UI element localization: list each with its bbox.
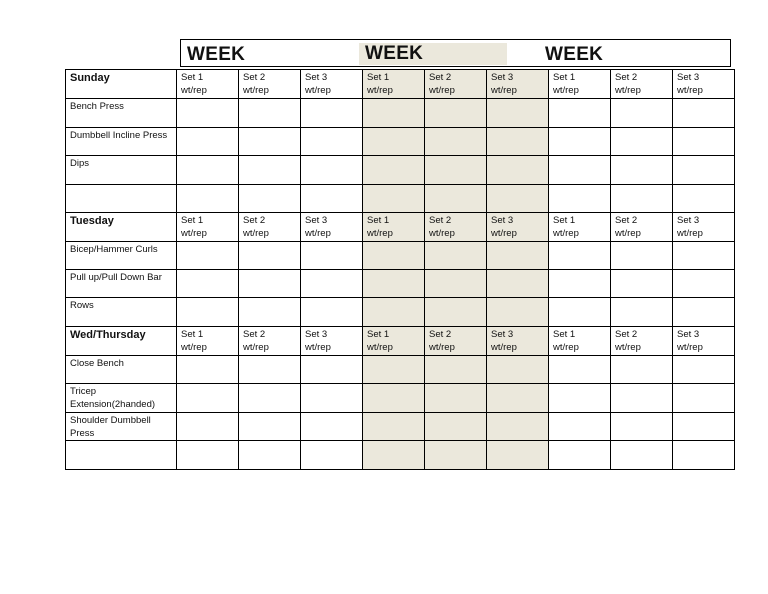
set-unit-label: wt/rep [429,85,455,96]
entry-cell[interactable] [673,356,735,384]
exercise-name-cell [66,441,177,470]
set-header-cell [239,70,301,99]
entry-cell[interactable] [425,185,487,213]
entry-cell[interactable] [363,413,425,441]
entry-cell[interactable] [611,128,673,156]
entry-cell[interactable] [239,298,301,327]
set-header-cell [301,213,363,242]
entry-cell[interactable] [363,156,425,185]
entry-cell[interactable] [673,128,735,156]
entry-cell[interactable] [487,384,549,413]
set-header-cell [673,70,735,99]
entry-cell[interactable] [239,185,301,213]
exercise-name: Pull up/Pull Down Bar [70,272,162,283]
entry-cell[interactable] [549,99,611,128]
entry-cell[interactable] [487,270,549,298]
set-label: Set 3 [677,329,700,340]
set-header-cell [177,327,239,356]
entry-cell[interactable] [611,156,673,185]
entry-cell[interactable] [425,413,487,441]
set-label: Set 2 [429,329,452,340]
entry-cell[interactable] [549,242,611,270]
entry-cell[interactable] [177,298,239,327]
entry-cell[interactable] [549,384,611,413]
entry-cell[interactable] [239,128,301,156]
entry-cell[interactable] [177,413,239,441]
entry-cell[interactable] [425,356,487,384]
set-header-cell [301,70,363,99]
exercise-name: Dips [70,158,90,169]
set-header-cell [363,327,425,356]
entry-cell[interactable] [177,356,239,384]
set-label: Set 1 [553,72,576,83]
entry-cell[interactable] [363,270,425,298]
set-label: Set 2 [615,329,638,340]
entry-cell[interactable] [611,270,673,298]
set-unit-label: wt/rep [181,342,207,353]
set-unit-label: wt/rep [491,342,517,353]
entry-cell[interactable] [611,441,673,470]
set-label: Set 1 [553,329,576,340]
entry-cell[interactable] [301,242,363,270]
entry-cell[interactable] [549,413,611,441]
entry-cell[interactable] [301,384,363,413]
entry-cell[interactable] [177,185,239,213]
week-1-label: WEEK [187,44,246,65]
entry-cell[interactable] [487,356,549,384]
entry-cell[interactable] [611,99,673,128]
entry-cell[interactable] [487,413,549,441]
entry-cell[interactable] [301,413,363,441]
set-label: Set 3 [491,329,514,340]
set-label: Set 3 [677,72,700,83]
entry-cell[interactable] [487,242,549,270]
exercise-row [66,413,735,441]
set-header-cell [549,213,611,242]
set-label: Set 2 [429,72,452,83]
set-label: Set 2 [243,215,266,226]
set-header-cell [301,327,363,356]
entry-cell[interactable] [425,128,487,156]
exercise-name-cell [66,413,177,441]
entry-cell[interactable] [239,413,301,441]
entry-cell[interactable] [301,298,363,327]
entry-cell[interactable] [239,99,301,128]
set-unit-label: wt/rep [305,228,331,239]
set-label: Set 2 [615,72,638,83]
exercise-name-cell [66,298,177,327]
set-label: Set 1 [181,72,204,83]
entry-cell[interactable] [301,270,363,298]
exercise-name: Dumbbell Incline Press [70,130,168,141]
set-unit-label: wt/rep [491,228,517,239]
entry-cell[interactable] [549,356,611,384]
exercise-name: Bicep/Hammer Curls [70,244,158,255]
entry-cell[interactable] [549,128,611,156]
set-unit-label: wt/rep [243,228,269,239]
set-header-cell [177,70,239,99]
entry-cell[interactable] [425,156,487,185]
exercise-name-cell [66,99,177,128]
exercise-name: Tricep Extension(2handed) [70,386,156,410]
set-header-cell [425,213,487,242]
entry-cell[interactable] [487,441,549,470]
set-header-cell [673,327,735,356]
exercise-row [66,441,735,470]
set-label: Set 1 [181,329,204,340]
exercise-name: Bench Press [70,101,124,112]
set-header-cell [425,70,487,99]
set-header-cell [549,327,611,356]
entry-cell[interactable] [487,128,549,156]
set-label: Set 3 [491,72,514,83]
exercise-name: Shoulder Dumbbell Press [70,415,151,439]
set-header-cell [611,70,673,99]
set-header-cell [239,327,301,356]
entry-cell[interactable] [239,242,301,270]
set-header-cell [549,70,611,99]
entry-cell[interactable] [425,384,487,413]
set-header-cell [425,327,487,356]
set-unit-label: wt/rep [429,342,455,353]
set-label: Set 3 [491,215,514,226]
entry-cell[interactable] [549,270,611,298]
entry-cell[interactable] [487,298,549,327]
entry-cell[interactable] [363,356,425,384]
exercise-row [66,356,735,384]
set-unit-label: wt/rep [677,85,703,96]
entry-cell[interactable] [177,270,239,298]
entry-cell[interactable] [363,298,425,327]
entry-cell[interactable] [673,270,735,298]
entry-cell[interactable] [611,356,673,384]
entry-cell[interactable] [611,185,673,213]
exercise-name-cell [66,242,177,270]
exercise-name: Close Bench [70,358,124,369]
set-unit-label: wt/rep [243,342,269,353]
set-unit-label: wt/rep [553,342,579,353]
entry-cell[interactable] [177,384,239,413]
entry-cell[interactable] [549,441,611,470]
exercise-name-cell [66,156,177,185]
entry-cell[interactable] [239,156,301,185]
entry-cell[interactable] [239,384,301,413]
entry-cell[interactable] [177,156,239,185]
exercise-row [66,298,735,327]
week-3-label: WEEK [545,44,604,65]
entry-cell[interactable] [425,99,487,128]
set-label: Set 3 [677,215,700,226]
entry-cell[interactable] [611,413,673,441]
entry-cell[interactable] [177,99,239,128]
set-label: Set 2 [243,72,266,83]
entry-cell[interactable] [177,242,239,270]
set-header-cell [239,213,301,242]
entry-cell[interactable] [673,185,735,213]
set-label: Set 3 [305,215,328,226]
set-header-cell [673,213,735,242]
entry-cell[interactable] [673,242,735,270]
entry-cell[interactable] [363,99,425,128]
set-label: Set 2 [243,329,266,340]
entry-cell[interactable] [363,384,425,413]
entry-cell[interactable] [425,441,487,470]
entry-cell[interactable] [301,99,363,128]
entry-cell[interactable] [301,356,363,384]
entry-cell[interactable] [177,128,239,156]
entry-cell[interactable] [611,384,673,413]
entry-cell[interactable] [363,242,425,270]
entry-cell[interactable] [673,384,735,413]
entry-cell[interactable] [549,185,611,213]
exercise-row [66,128,735,156]
set-unit-label: wt/rep [491,85,517,96]
workout-log-table [65,69,735,470]
entry-cell[interactable] [239,270,301,298]
set-header-cell [611,213,673,242]
week-header [180,39,731,67]
entry-cell[interactable] [239,441,301,470]
set-unit-label: wt/rep [615,228,641,239]
set-label: Set 2 [615,215,638,226]
set-header-cell [363,70,425,99]
set-unit-label: wt/rep [305,342,331,353]
entry-cell[interactable] [611,298,673,327]
set-label: Set 1 [181,215,204,226]
entry-cell[interactable] [611,242,673,270]
set-header-cell [487,70,549,99]
entry-cell[interactable] [301,185,363,213]
set-unit-label: wt/rep [429,228,455,239]
entry-cell[interactable] [487,156,549,185]
set-header-cell [611,327,673,356]
set-header-cell [363,213,425,242]
entry-cell[interactable] [673,99,735,128]
entry-cell[interactable] [301,441,363,470]
entry-cell[interactable] [425,270,487,298]
exercise-row [66,270,735,298]
set-label: Set 1 [367,72,390,83]
exercise-name-cell [66,356,177,384]
set-unit-label: wt/rep [181,85,207,96]
set-header-cell [487,327,549,356]
exercise-name-cell [66,185,177,213]
entry-cell[interactable] [363,128,425,156]
set-unit-label: wt/rep [553,228,579,239]
day-header-row [66,327,735,356]
set-unit-label: wt/rep [367,85,393,96]
entry-cell[interactable] [425,242,487,270]
entry-cell[interactable] [301,156,363,185]
set-header-cell [487,213,549,242]
entry-cell[interactable] [673,156,735,185]
set-unit-label: wt/rep [677,342,703,353]
day-label: Tuesday [66,213,177,242]
entry-cell[interactable] [425,298,487,327]
entry-cell[interactable] [673,441,735,470]
entry-cell[interactable] [363,441,425,470]
exercise-row [66,242,735,270]
set-unit-label: wt/rep [615,342,641,353]
set-unit-label: wt/rep [615,85,641,96]
exercise-name-cell [66,270,177,298]
day-header-row [66,213,735,242]
exercise-name: Rows [70,300,94,311]
entry-cell[interactable] [549,156,611,185]
week-2-label: WEEK [359,43,507,65]
set-unit-label: wt/rep [305,85,331,96]
set-label: Set 3 [305,329,328,340]
exercise-row [66,99,735,128]
day-label: Sunday [66,70,177,99]
entry-cell[interactable] [673,298,735,327]
set-label: Set 1 [553,215,576,226]
entry-cell[interactable] [301,128,363,156]
set-unit-label: wt/rep [553,85,579,96]
entry-cell[interactable] [487,185,549,213]
exercise-row [66,185,735,213]
entry-cell[interactable] [487,99,549,128]
set-label: Set 2 [429,215,452,226]
set-label: Set 1 [367,215,390,226]
set-header-cell [177,213,239,242]
entry-cell[interactable] [177,441,239,470]
entry-cell[interactable] [239,356,301,384]
exercise-name-cell [66,384,177,413]
set-label: Set 1 [367,329,390,340]
entry-cell[interactable] [363,185,425,213]
exercise-row [66,384,735,413]
set-unit-label: wt/rep [367,342,393,353]
set-unit-label: wt/rep [181,228,207,239]
entry-cell[interactable] [549,298,611,327]
exercise-name-cell [66,128,177,156]
entry-cell[interactable] [673,413,735,441]
exercise-row [66,156,735,185]
day-label: Wed/Thursday [66,327,177,356]
set-unit-label: wt/rep [367,228,393,239]
set-label: Set 3 [305,72,328,83]
day-header-row [66,70,735,99]
set-unit-label: wt/rep [677,228,703,239]
set-unit-label: wt/rep [243,85,269,96]
